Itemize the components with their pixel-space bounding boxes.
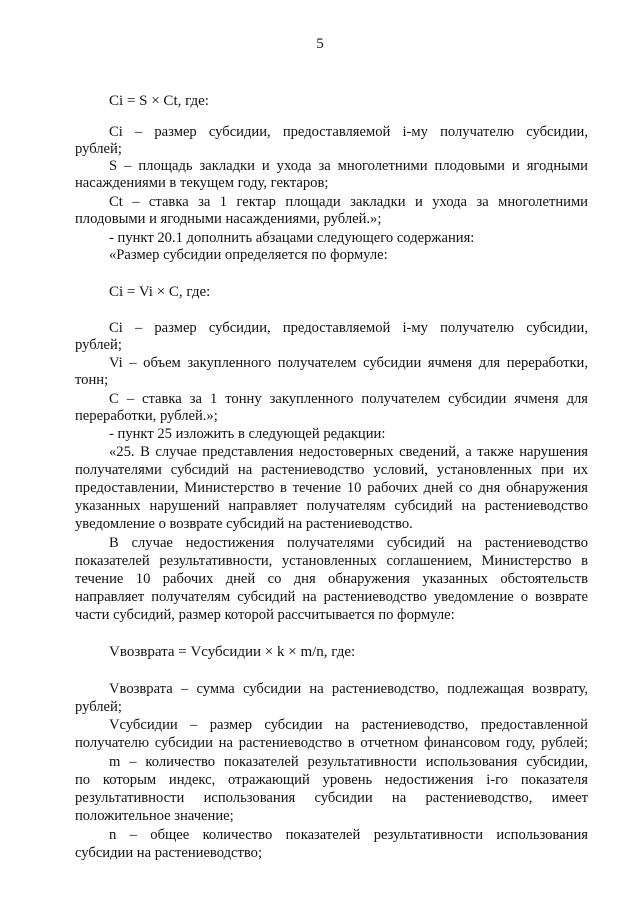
body-line: показателей результативности, установленных соглашением, Министерство в xyxy=(75,553,588,569)
body-line: Ct – ставка за 1 гектар площади закладки и ухода за многолетними xyxy=(109,194,588,210)
body-line: указанных нарушений направляет получателям субсидий на растениеводство xyxy=(75,498,588,514)
body-line: получателю субсидии на растениеводство в отчетном финансовом году, рублей; xyxy=(75,735,588,751)
body-line: Ci – размер субсидии, предоставляемой i-му получателю субсидии, xyxy=(109,320,588,336)
body-line: положительное значение; xyxy=(75,808,234,824)
body-line: части субсидий, размер которой рассчитывается по формуле: xyxy=(75,607,455,623)
formula-ci-vi-c: Ci = Vi × C, где: xyxy=(109,284,211,300)
body-line: C – ставка за 1 тонну закупленного получателем субсидии ячменя для xyxy=(109,391,588,407)
body-line: рублей; xyxy=(75,337,122,353)
body-line: Vi – объем закупленного получателем субсидии ячменя для переработки, xyxy=(109,355,588,371)
body-line: течение 10 рабочих дней со дня обнаружения указанных обстоятельств xyxy=(75,571,588,587)
body-line: Vсубсидии – размер субсидии на растениеводство, предоставленной xyxy=(109,717,588,733)
body-line: по которым индекс, отражающий уровень недостижения i-го показателя xyxy=(75,772,588,788)
body-line: переработки, рублей.»; xyxy=(75,408,218,424)
body-line: - пункт 20.1 дополнить абзацами следующего содержания: xyxy=(109,230,475,246)
body-line: рублей; xyxy=(75,141,122,157)
body-line: «Размер субсидии определяется по формуле: xyxy=(109,247,388,263)
body-line: S – площадь закладки и ухода за многолетними плодовыми и ягодными xyxy=(109,158,588,174)
body-line: «25. В случае представления недостоверных сведений, а также нарушения xyxy=(109,444,588,460)
body-line: получателями субсидий на растениеводство условий, установленных при их xyxy=(75,462,588,478)
body-line: результативности использования субсидии на растениеводство, имеет xyxy=(75,790,588,806)
body-line: предоставлении, Министерство в течение 10 рабочих дней со дня обнаружения xyxy=(75,480,588,496)
body-line: n – общее количество показателей результативности использования xyxy=(109,827,588,843)
body-line: В случае недостижения получателями субсидий на растениеводство xyxy=(109,535,588,551)
body-line: уведомление о возврате субсидий на растениеводство. xyxy=(75,516,413,532)
body-line: субсидии на растениеводство; xyxy=(75,845,263,861)
body-line: - пункт 25 изложить в следующей редакции: xyxy=(109,426,386,442)
body-line: тонн; xyxy=(75,372,109,388)
body-line: плодовыми и ягодными насаждениями, рублей.»; xyxy=(75,211,382,227)
page-number: 5 xyxy=(316,36,324,52)
formula-v-return: Vвозврата = Vсубсидии × k × m/n, где: xyxy=(109,644,356,660)
body-line: Vвозврата – сумма субсидии на растениеводство, подлежащая возврату, xyxy=(109,681,588,697)
body-line: Ci – размер субсидии, предоставляемой i-му получателю субсидии, xyxy=(109,124,588,140)
body-line: рублей; xyxy=(75,699,122,715)
body-line: направляет получателям субсидий на растениеводство уведомление о возврате xyxy=(75,589,588,605)
body-line: насаждениями в текущем году, гектаров; xyxy=(75,175,329,191)
formula-ci-s-ct: Ci = S × Ct, где: xyxy=(109,93,209,109)
body-line: m – количество показателей результативности использования субсидии, xyxy=(109,754,588,770)
